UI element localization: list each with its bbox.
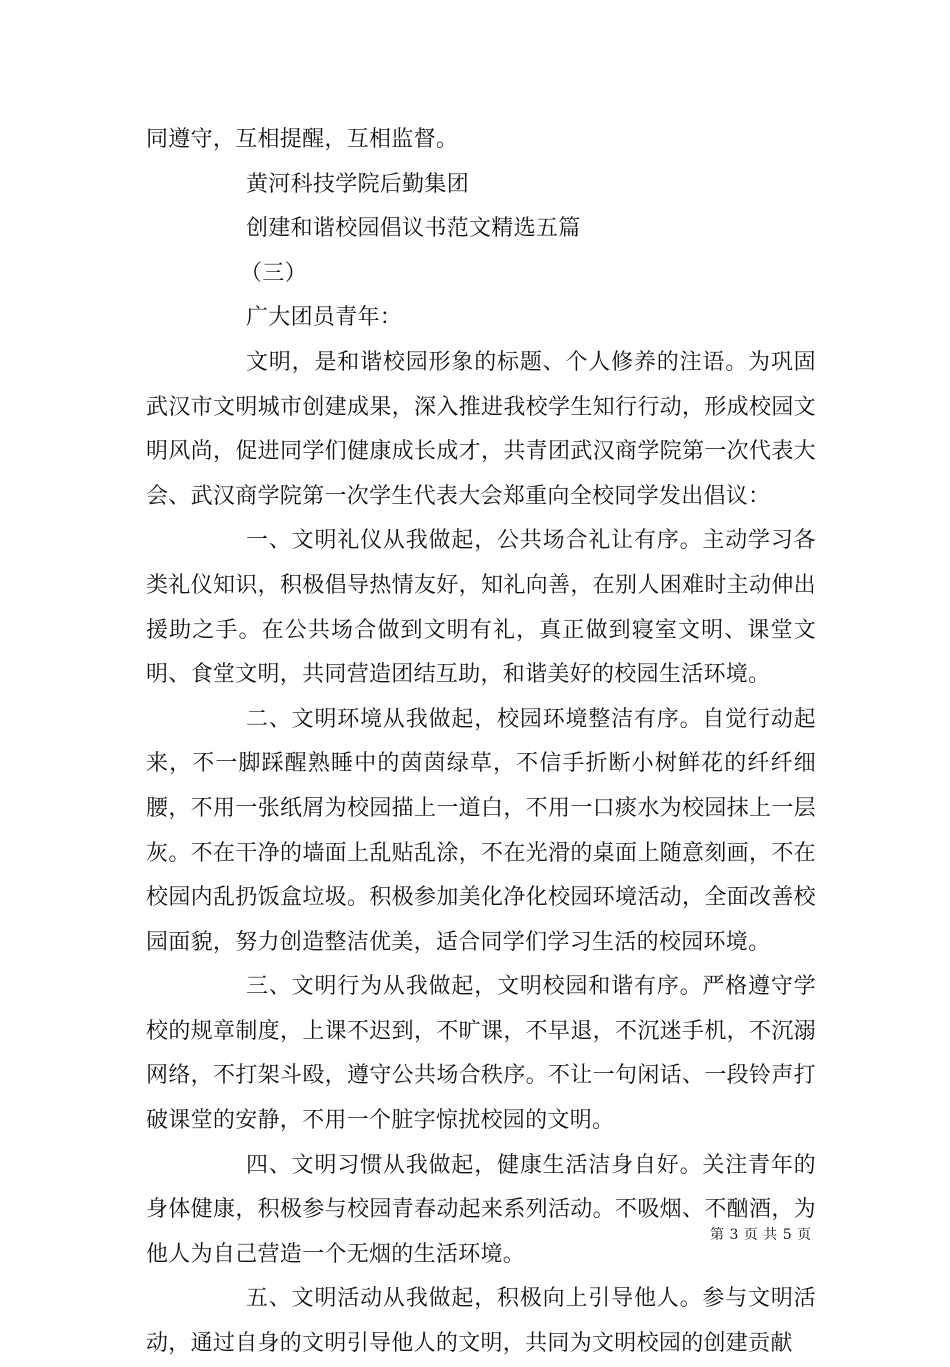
page-number-footer: 第 3 页 共 5 页 [710, 1227, 812, 1243]
paragraph-item-4: 四、文明习惯从我做起，健康生活洁身自好。关注青年的身体健康，积极参与校园青春动起来系列活动。不吸烟、不酗酒，为他人为自己营造一个无烟的生活环境。 [146, 1152, 816, 1267]
salutation: 广大团员青年： [246, 305, 403, 331]
paragraph-intro: 文明，是和谐校园形象的标题、个人修养的注语。为巩固武汉市文明城市创建成果，深入推进我校学生知行行动，形成校园文明风尚，促进同学们健康成长成才，共青团武汉商学院第一次代表大会、武汉商学院第一次学生代表大会郑重向全校同学发出倡议： [146, 349, 816, 509]
section-title: 创建和谐校园倡议书范文精选五篇 [246, 216, 581, 242]
paragraph-item-2: 二、文明环境从我做起，校园环境整洁有序。自觉行动起来，不一脚踩醒熟睡中的茵茵绿草，不信手折断小树鲜花的纤纤细腰，不用一张纸屑为校园描上一道白，不用一口痰水为校园抹上一层灰。不在干净的墙面上乱贴乱涂，不在光滑的桌面上随意刻画，不在校园内乱扔饭盒垃圾。积极参加美化净化校园环境活动，全面改善校园面貌，努力创造整洁优美，适合同学们学习生活的校园环境。 [146, 706, 816, 955]
document-body [146, 118, 816, 1367]
section-number: （三） [240, 260, 307, 286]
signature-organization: 黄河科技学院后勤集团 [246, 171, 470, 197]
paragraph-continuation: 同遵守，互相提醒，互相监督。 [146, 127, 459, 152]
paragraph-item-3: 三、文明行为从我做起，文明校园和谐有序。严格遵守学校的规章制度，上课不迟到，不旷课，不早退，不沉迷手机，不沉溺网络，不打架斗殴，遵守公共场合秩序。不让一句闲话、一段铃声打破课堂的安静，不用一个脏字惊扰校园的文明。 [146, 974, 816, 1134]
paragraph-item-5: 五、文明活动从我做起，积极向上引导他人。参与文明活动，通过自身的文明引导他人的文明，共同为文明校园的创建贡献 [146, 1286, 816, 1357]
paragraph-item-1: 一、文明礼仪从我做起，公共场合礼让有序。主动学习各类礼仪知识，积极倡导热情友好，知礼向善，在别人困难时主动伸出援助之手。在公共场合做到文明有礼，真正做到寝室文明、课堂文明、食堂文明，共同营造团结互助，和谐美好的校园生活环境。 [146, 528, 816, 688]
